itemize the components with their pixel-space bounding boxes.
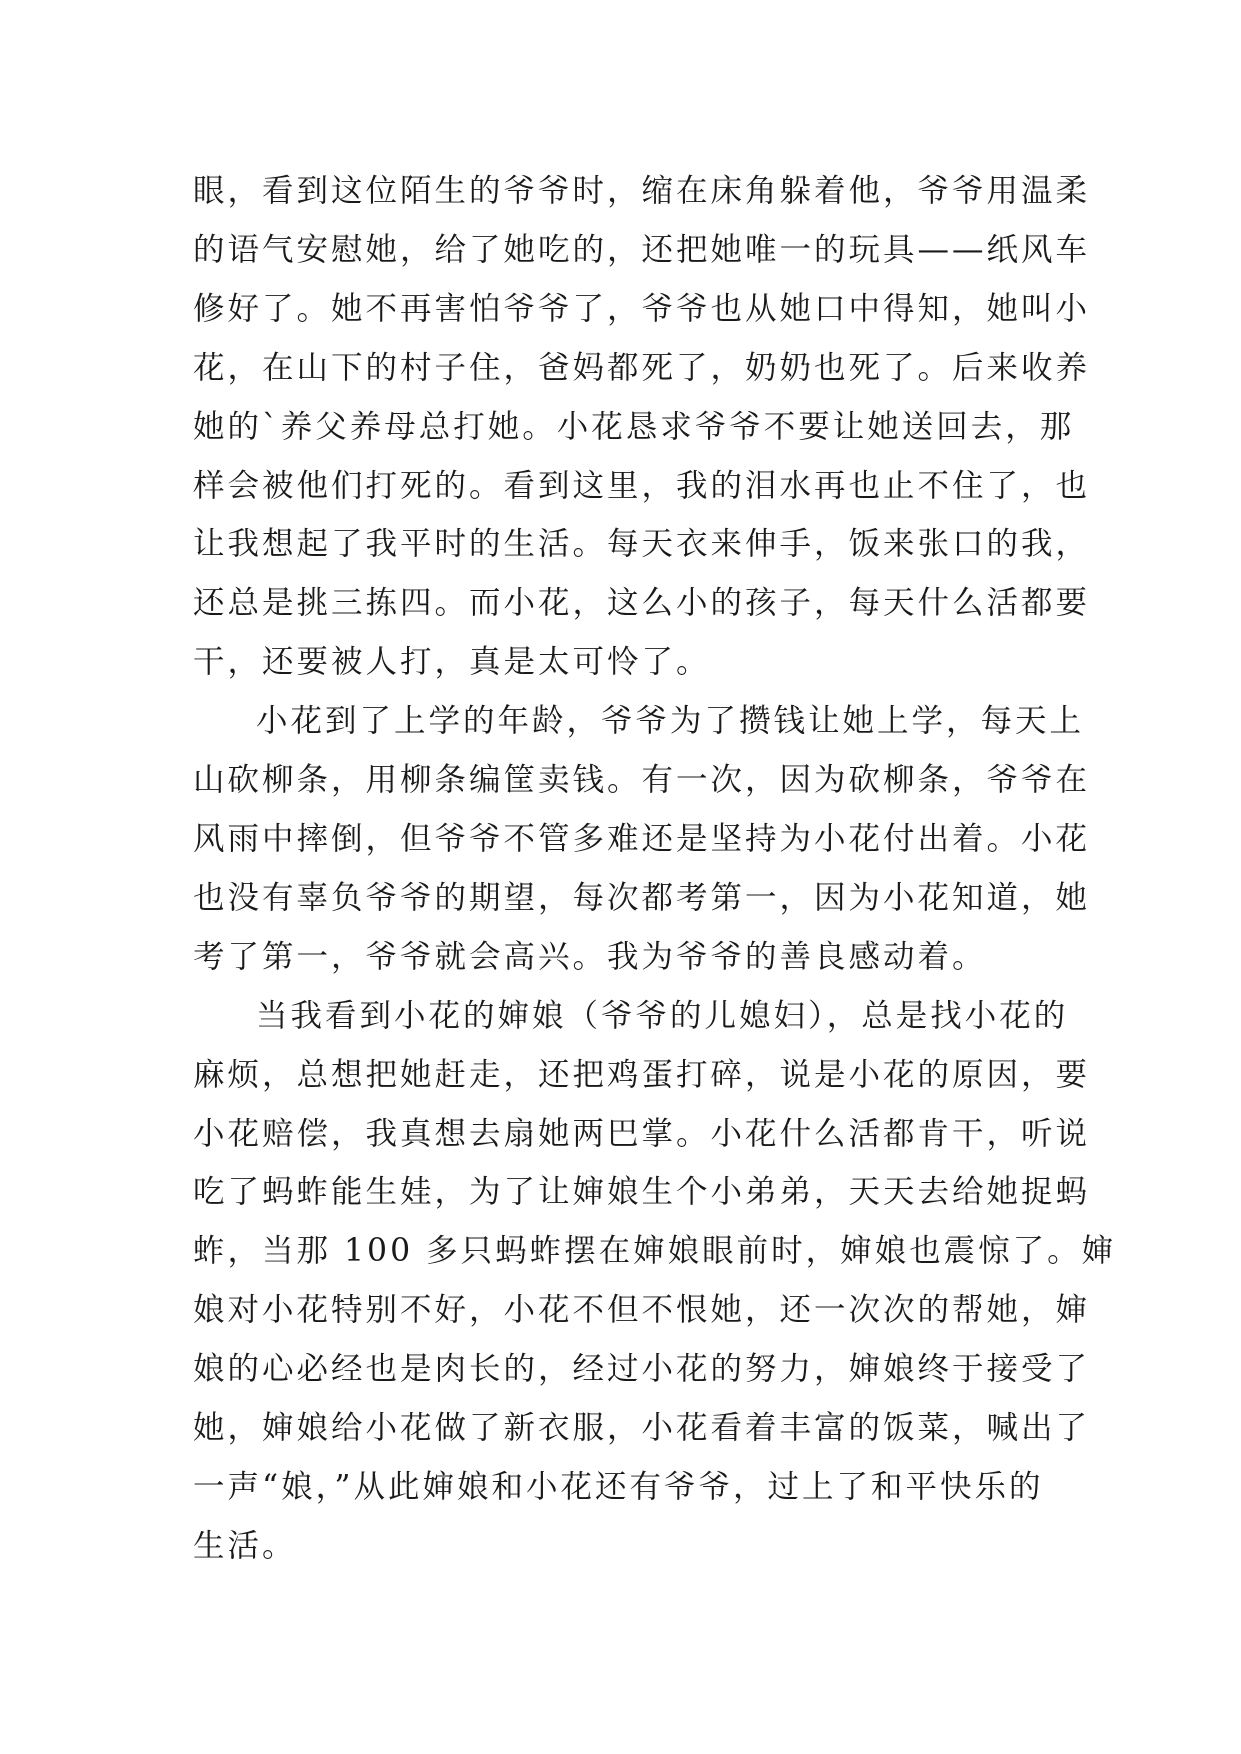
text-line: 生活。 [193, 1527, 297, 1564]
text-line: 干，还要被人打，真是太可怜了。 [193, 644, 711, 681]
text-line: 风雨中摔倒，但爷爷不管多难还是坚持为小花付出着。小花 [193, 820, 1091, 857]
text-line: 花，在山下的村子住，爸妈都死了，奶奶也死了。后来收养 [193, 349, 1091, 386]
text-line: 小花赔偿，我真想去扇她两巴掌。小花什么活都肯干，听说 [193, 1115, 1091, 1152]
paragraph-3 [193, 987, 1117, 1576]
text-line: 还总是挑三拣四。而小花，这么小的孩子，每天什么活都要 [193, 585, 1091, 622]
text-line: 娘对小花特别不好，小花不但不恨她，还一次次的帮她，婶 [193, 1292, 1091, 1329]
text-line: 让我想起了我平时的生活。每天衣来伸手，饭来张口的我， [193, 526, 1091, 563]
text-line: 修好了。她不再害怕爷爷了，爷爷也从她口中得知，她叫小 [193, 290, 1091, 327]
text-line: 也没有辜负爷爷的期望，每次都考第一，因为小花知道，她 [193, 879, 1091, 916]
text-line: 吃了蚂蚱能生娃，为了让婶娘生个小弟弟，天天去给她捉蚂 [193, 1174, 1091, 1211]
paragraph-2 [193, 692, 1091, 987]
text-line: 考了第一，爷爷就会高兴。我为爷爷的善良感动着。 [193, 938, 987, 975]
text-line: 小花到了上学的年龄，爷爷为了攒钱让她上学，每天上 [256, 703, 1085, 740]
text-line: 山砍柳条，用柳条编筐卖钱。有一次，因为砍柳条，爷爷在 [193, 762, 1091, 799]
document-page [193, 162, 1117, 1576]
text-line: 眼，看到这位陌生的爷爷时，缩在床角躲着他，爷爷用温柔 [193, 173, 1091, 209]
text-line: 她，婶娘给小花做了新衣服，小花看着丰富的饭菜，喊出了 [193, 1410, 1091, 1447]
text-line: 麻烦，总想把她赶走，还把鸡蛋打碎，说是小花的原因，要 [193, 1056, 1091, 1093]
text-line: 蚱，当那 100 多只蚂蚱摆在婶娘眼前时，婶娘也震惊了。婶 [193, 1233, 1117, 1270]
text-line: 当我看到小花的婶娘（爷爷的儿媳妇），总是找小花的 [256, 997, 1069, 1034]
text-line: 她的`养父养母总打她。小花恳求爷爷不要让她送回去，那 [193, 408, 1075, 445]
paragraph-1 [193, 162, 1091, 692]
text-line: 一声“娘，”从此婶娘和小花还有爷爷，过上了和平快乐的 [193, 1468, 1044, 1505]
text-line: 娘的心必经也是肉长的，经过小花的努力，婶娘终于接受了 [193, 1351, 1091, 1388]
text-line: 的语气安慰她，给了她吃的，还把她唯一的玩具——纸风车 [193, 231, 1091, 268]
text-line: 样会被他们打死的。看到这里，我的泪水再也止不住了，也 [193, 467, 1091, 504]
